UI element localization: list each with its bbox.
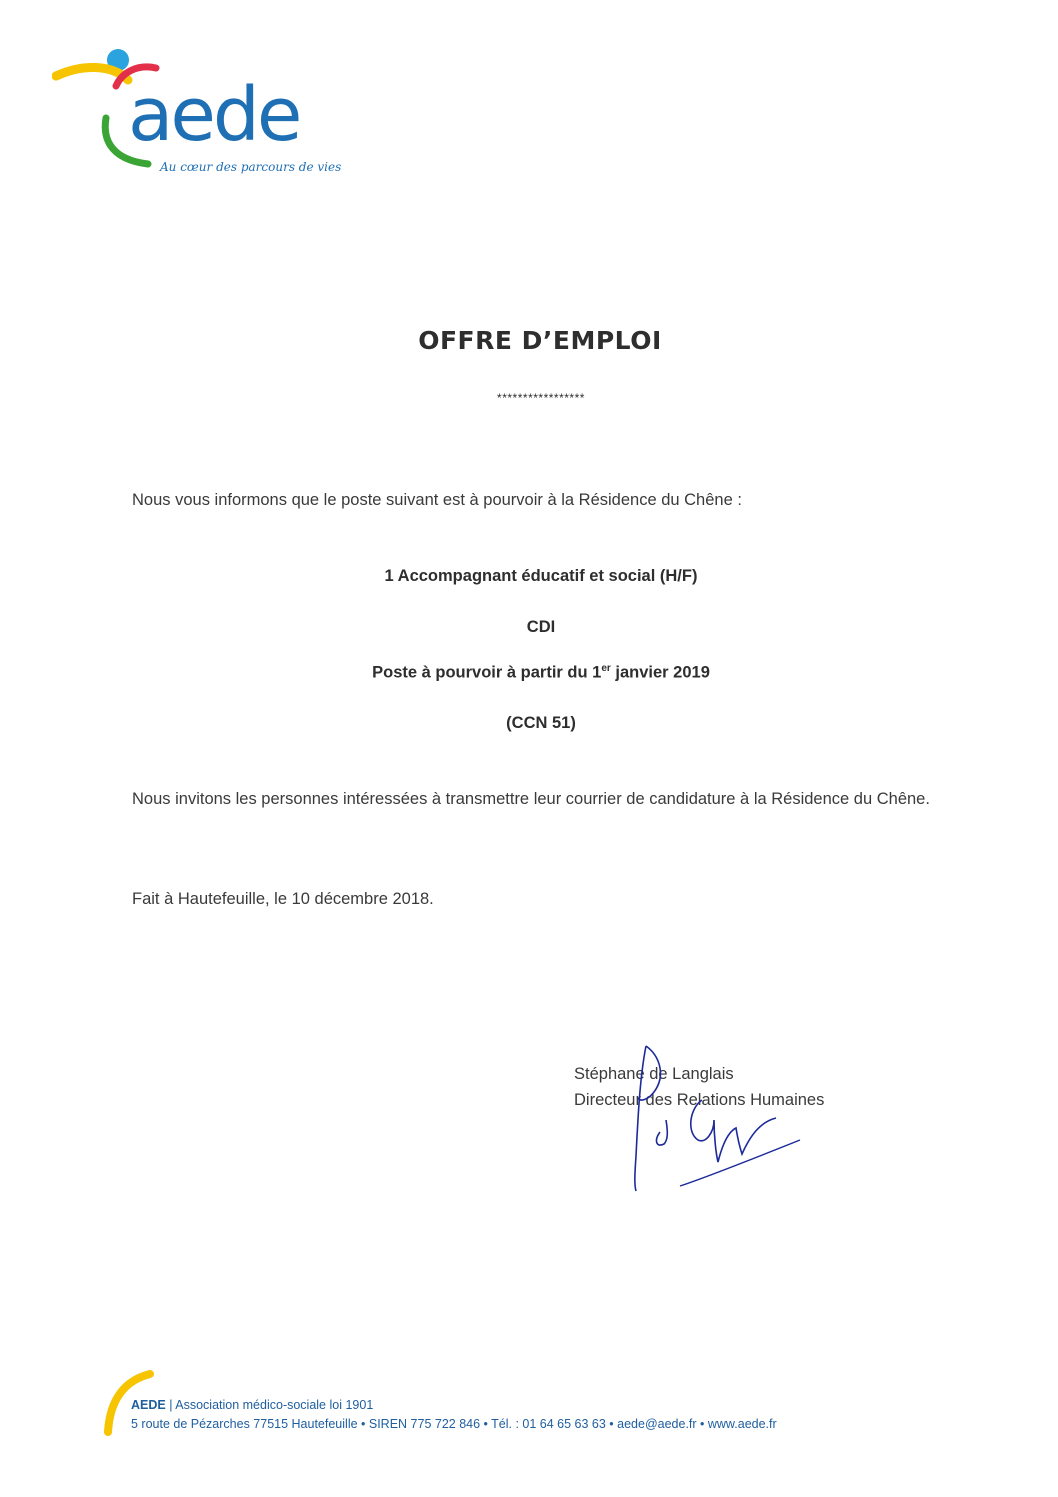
contract-type: CDI (526, 618, 556, 636)
page-title: OFFRE D’EMPLOI (418, 326, 662, 355)
invitation-paragraph: Nous invitons les personnes intéressées à transmettre leur courrier de candidature à la Résidence du Chêne. (132, 790, 930, 808)
start-date-suffix: janvier 2019 (610, 663, 710, 682)
intro-paragraph: Nous vous informons que le poste suivant est à pourvoir à la Résidence du Chêne : (132, 491, 742, 509)
footer-separator: | (165, 1398, 176, 1412)
start-date-sup: er (601, 663, 611, 674)
start-date (0, 663, 1058, 683)
aede-logo (52, 42, 352, 182)
position-title: 1 Accompagnant éducatif et social (H/F) (384, 567, 698, 585)
footer-association (131, 1398, 373, 1412)
footer-address: 5 route de Pézarches 77515 Hautefeuille • SIREN 775 722 846 • Tél. : 01 64 65 63 63 • aede@aede.fr • www.aede.fr (131, 1417, 777, 1431)
title-separator: ***************** (497, 391, 585, 405)
logo-wordmark: aede (128, 72, 300, 158)
footer-brand: AEDE (131, 1398, 166, 1412)
footer-association-text: Association médico-sociale loi 1901 (175, 1398, 374, 1412)
handwritten-signature (610, 1036, 810, 1206)
place-date: Fait à Hautefeuille, le 10 décembre 2018. (132, 890, 434, 908)
signatory-name: Stéphane de Langlais (574, 1065, 734, 1083)
signatory-role: Directeur des Relations Humaines (574, 1091, 825, 1110)
logo-tagline: Au cœur des parcours de vies (160, 160, 342, 174)
start-date-prefix: Poste à pourvoir à partir du 1 (372, 663, 602, 682)
convention: (CCN 51) (506, 714, 576, 732)
